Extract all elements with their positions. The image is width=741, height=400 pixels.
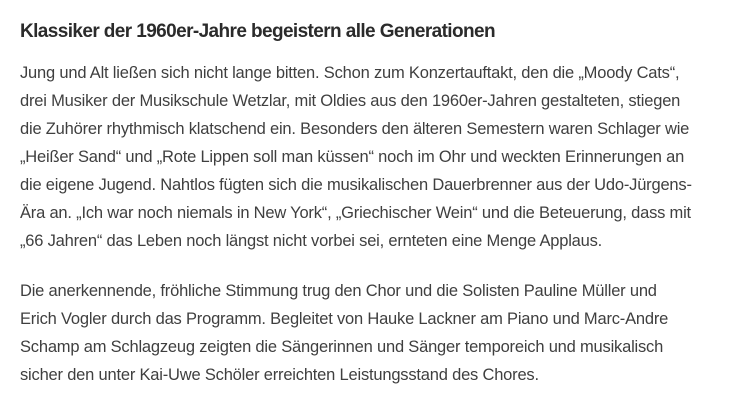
- article-paragraph-1: Jung und Alt ließen sich nicht lange bitten. Schon zum Konzertauftakt, den die „Moody Cats“, drei Musiker der Musikschule Wetzlar, mit Oldies aus den 1960er-Jahren gestalteten, stiegen die Zuhörer rhythmisch klatschend ein. Besonders den älteren Semestern waren Schlager wie „Heißer Sand“ und „Rote Lippen soll man küssen“ noch im Ohr und weckten Erinnerungen an die eigene Jugend. Nahtlos fügten sich die musikalischen Dauerbrenner aus der Udo-Jürgens- Ära an. „Ich war noch niemals in New York“, „Griechischer Wein“ und die Beteuerung, dass mit „66 Jahren“ das Leben noch längst nicht vorbei sei, ernteten eine Menge Applaus.: [20, 64, 692, 250]
- article-paragraph-2: Die anerkennende, fröhliche Stimmung trug den Chor und die Solisten Pauline Müller und Erich Vogler durch das Programm. Begleitet von Hauke Lackner am Piano und Marc-Andre Schamp am Schlagzeug zeigten die Sängerinnen und Sänger temporeich und musikalisch sicher den unter Kai-Uwe Schöler erreichten Leistungsstand des Chores.: [20, 282, 669, 384]
- article-title: Klassiker der 1960er-Jahre begeistern alle Generationen: [20, 21, 495, 42]
